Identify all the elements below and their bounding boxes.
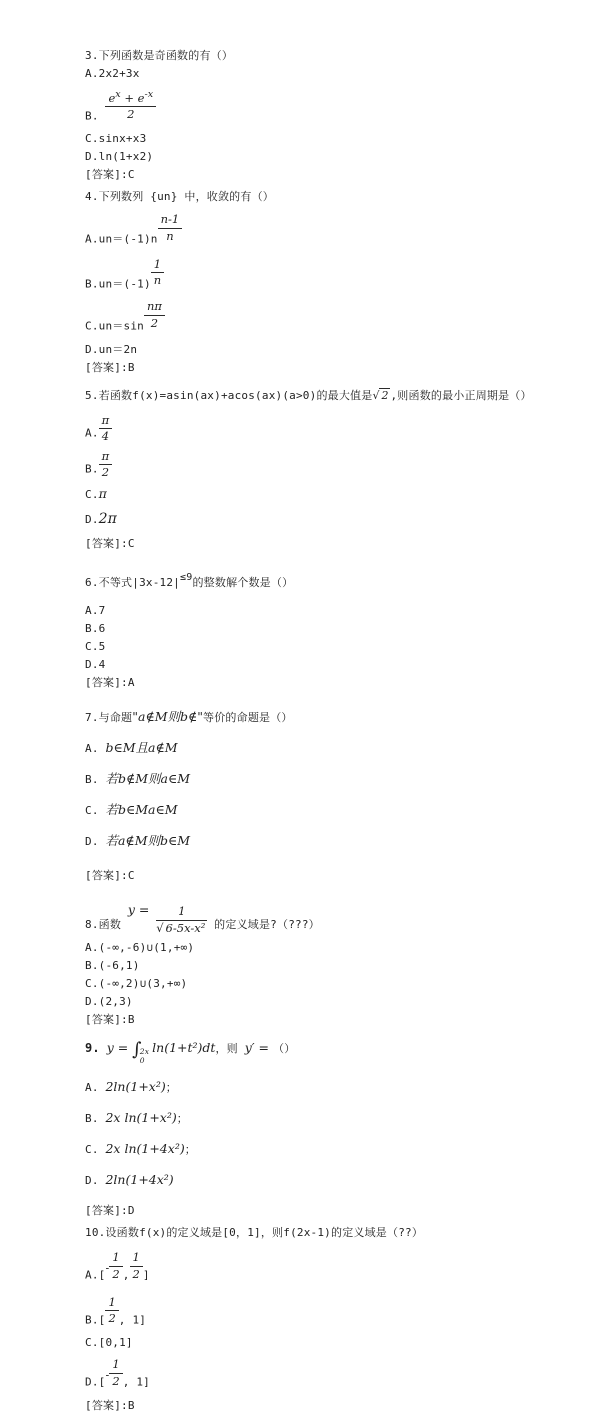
question-8-option-b: B.(-6,1) bbox=[85, 959, 140, 973]
question-6-option-c: C.5 bbox=[85, 639, 106, 653]
question-7-answer: [答案]:C bbox=[85, 868, 135, 882]
radical-sign: √ bbox=[372, 388, 380, 402]
question-8 bbox=[85, 902, 570, 1029]
question-10-answer: [答案]:B bbox=[85, 1398, 135, 1412]
question-9-answer: [答案]:D bbox=[85, 1204, 135, 1218]
fraction bbox=[158, 213, 183, 242]
math-expression: 2x ln(1+4x²) bbox=[105, 1141, 185, 1157]
question-3 bbox=[85, 48, 570, 183]
question-5-option-c bbox=[85, 486, 570, 503]
fraction bbox=[99, 414, 113, 443]
question-5-option-a bbox=[85, 414, 570, 443]
math-expression: 若b∈Ma∈M bbox=[105, 801, 178, 817]
integral-limits bbox=[140, 1047, 149, 1065]
option-b-label: B. bbox=[85, 1112, 99, 1126]
question-4-option-c bbox=[85, 300, 570, 335]
math-expression: y′ = bbox=[244, 1040, 274, 1056]
question-10-option-d bbox=[85, 1358, 570, 1391]
title-text: ，则 bbox=[215, 1042, 245, 1056]
fraction-denominator: 2 bbox=[101, 465, 110, 480]
question-5 bbox=[85, 388, 570, 552]
fraction-numerator: 1 bbox=[130, 1251, 143, 1267]
math-expression: "a∉M则b∉" bbox=[132, 708, 204, 724]
option-a-label: A. bbox=[85, 1081, 99, 1095]
question-10-option-b bbox=[85, 1296, 570, 1329]
superscript-condition: ≤9 bbox=[180, 571, 193, 583]
option-d-label: D. bbox=[85, 834, 99, 848]
option-d-label: D. bbox=[85, 1174, 99, 1188]
fraction bbox=[151, 258, 164, 287]
option-c-label: C. bbox=[85, 1143, 99, 1157]
question-8-option-c: C.(-∞,2)∪(3,+∞) bbox=[85, 977, 188, 991]
radicand: 2 bbox=[381, 388, 389, 402]
question-10-option-a bbox=[85, 1251, 570, 1284]
minus-sign: - bbox=[105, 1368, 110, 1382]
question-7-option-b bbox=[85, 771, 570, 788]
radical-sign: √ bbox=[156, 920, 164, 935]
option-d-label: D.[ bbox=[85, 1375, 106, 1389]
question-3-option-c: C.sinx+x3 bbox=[85, 132, 147, 146]
question-3-option-a: A.2x2+3x bbox=[85, 67, 140, 80]
question-7-option-d bbox=[85, 833, 570, 850]
integral-lower-limit: 0 bbox=[139, 1056, 145, 1066]
question-9-option-c bbox=[85, 1141, 570, 1158]
punctuation: , bbox=[122, 1268, 130, 1282]
question-4-option-b bbox=[85, 258, 570, 293]
fraction bbox=[144, 300, 165, 329]
math-expression: 2ln(1+x²) bbox=[105, 1079, 166, 1095]
punctuation: ； bbox=[176, 1112, 188, 1126]
question-5-title bbox=[85, 388, 570, 404]
integral-upper-limit: 2x bbox=[139, 1047, 150, 1057]
question-6-option-d: D.4 bbox=[85, 657, 106, 671]
title-text: ,则函数的最小正周期是（） bbox=[390, 388, 532, 402]
question-5-option-b bbox=[85, 450, 570, 479]
fraction-numerator: π bbox=[99, 450, 113, 466]
question-3-option-b bbox=[85, 89, 570, 124]
fraction-numerator: 1 bbox=[109, 1358, 122, 1374]
punctuation: ； bbox=[165, 1081, 177, 1095]
fraction-denominator: n bbox=[166, 228, 174, 243]
math-expression: b∈M且a∉M bbox=[105, 739, 178, 755]
math-expression: 若a∉M则b∈M bbox=[105, 832, 191, 848]
question-7 bbox=[85, 709, 570, 884]
question-7-option-c bbox=[85, 802, 570, 819]
option-d-label: D. bbox=[85, 512, 99, 526]
option-b-label: B. bbox=[85, 772, 99, 786]
title-text: 的定义域是?（???） bbox=[214, 917, 320, 931]
question-9-option-b bbox=[85, 1110, 570, 1127]
question-8-option-d: D.(2,3) bbox=[85, 995, 133, 1009]
integral-sign: ∫ bbox=[132, 1039, 142, 1061]
option-b-label: B. bbox=[85, 109, 99, 123]
math-expression: 2π bbox=[98, 510, 117, 527]
math-term: e bbox=[108, 90, 116, 105]
question-6-option-b: B.6 bbox=[85, 621, 106, 635]
fraction-denominator: 2 bbox=[112, 1266, 120, 1281]
option-a-text: A.un＝(-1)n bbox=[85, 232, 158, 246]
fraction-denominator: 2 bbox=[112, 1373, 120, 1388]
question-9-title bbox=[85, 1040, 570, 1065]
question-8-option-a: A.(-∞,-6)∪(1,+∞) bbox=[85, 941, 195, 955]
title-text: 7.与命题 bbox=[85, 710, 133, 724]
math-expression: ln(1+t²)dt bbox=[152, 1040, 216, 1056]
title-text: 8.函数 bbox=[85, 917, 122, 931]
option-b-text: B.un＝(-1) bbox=[85, 277, 151, 291]
fraction-denominator: 2 bbox=[127, 107, 135, 122]
formula-lhs: y = bbox=[127, 901, 150, 917]
fraction bbox=[109, 1251, 122, 1280]
option-c-label: C. bbox=[85, 487, 99, 501]
option-c-label: C. bbox=[85, 803, 99, 817]
title-text: 5.若函数f(x)=asin(ax)+acos(ax)(a>0)的最大值是 bbox=[85, 388, 373, 402]
bracket-close: ] bbox=[142, 1268, 150, 1282]
question-3-title: 3.下列函数是奇函数的有（） bbox=[85, 49, 234, 62]
fraction-numerator bbox=[105, 89, 156, 107]
fraction-numerator: 1 bbox=[109, 1251, 122, 1267]
fraction bbox=[105, 89, 156, 121]
question-6-title bbox=[85, 570, 570, 591]
fraction-numerator: 1 bbox=[151, 258, 164, 274]
math-expression: 2x ln(1+x²) bbox=[105, 1110, 177, 1126]
title-text: 的整数解个数是（） bbox=[192, 575, 294, 589]
title-text: 等价的命题是（） bbox=[203, 710, 293, 724]
question-10-option-c: C.[0,1] bbox=[85, 1336, 133, 1350]
fraction-denominator: n bbox=[153, 273, 162, 288]
radicand: 6-5x-x² bbox=[165, 920, 206, 935]
question-number: 9. bbox=[85, 1041, 100, 1056]
question-6 bbox=[85, 570, 570, 691]
math-expression: y = bbox=[106, 1040, 133, 1056]
square-root bbox=[372, 388, 390, 402]
math-term: e bbox=[137, 90, 145, 105]
fraction-denominator: 2 bbox=[132, 1266, 140, 1281]
option-c-text: C.un＝sin bbox=[85, 319, 144, 333]
fraction-denominator bbox=[156, 921, 207, 935]
option-d-tail: , 1] bbox=[122, 1375, 151, 1389]
question-9-option-a bbox=[85, 1079, 570, 1096]
fraction-numerator: n-1 bbox=[158, 213, 183, 229]
question-4-answer: [答案]:B bbox=[85, 360, 135, 374]
math-expression: 若b∉M则a∈M bbox=[105, 770, 191, 786]
exponent: x bbox=[115, 89, 121, 100]
square-root bbox=[156, 920, 207, 935]
option-a-label: A. bbox=[85, 741, 99, 755]
fraction-numerator: π bbox=[99, 414, 113, 430]
fraction-denominator: 4 bbox=[101, 429, 110, 444]
option-b-label: B. bbox=[85, 462, 99, 476]
option-b-label: B.[ bbox=[85, 1313, 106, 1327]
question-4-title: 4.下列数列 {un} 中，收敛的有（） bbox=[85, 190, 274, 204]
question-7-title bbox=[85, 709, 570, 726]
question-5-answer: [答案]:C bbox=[85, 536, 135, 550]
question-9 bbox=[85, 1040, 570, 1219]
answer-blank: （） bbox=[273, 1042, 296, 1056]
fraction-denominator: 2 bbox=[108, 1311, 116, 1326]
punctuation: ； bbox=[184, 1143, 196, 1157]
option-a-label: A.[ bbox=[85, 1268, 106, 1282]
question-8-answer: [答案]:B bbox=[85, 1013, 135, 1027]
fraction bbox=[109, 1358, 122, 1387]
question-9-option-d bbox=[85, 1172, 570, 1189]
fraction-denominator: 2 bbox=[150, 315, 159, 330]
math-expression: π bbox=[98, 485, 107, 501]
question-4-option-d: D.un＝2n bbox=[85, 342, 138, 356]
exponent: -x bbox=[144, 89, 154, 100]
fraction bbox=[156, 905, 207, 934]
question-6-option-a: A.7 bbox=[85, 603, 106, 617]
question-3-option-d: D.ln(1+x2) bbox=[85, 150, 154, 164]
title-text: 6.不等式|3x-12| bbox=[85, 575, 181, 589]
math-expression: 2ln(1+4x²) bbox=[105, 1172, 174, 1188]
fraction bbox=[105, 1296, 118, 1325]
question-8-title bbox=[85, 902, 570, 935]
fraction-numerator: nπ bbox=[144, 300, 165, 316]
option-a-label: A. bbox=[85, 426, 99, 440]
question-4-option-a bbox=[85, 213, 570, 248]
minus-sign: - bbox=[105, 1261, 110, 1275]
question-7-option-a bbox=[85, 740, 570, 757]
math-operator: + bbox=[124, 90, 134, 105]
question-3-answer: [答案]:C bbox=[85, 168, 135, 182]
option-b-tail: , 1] bbox=[118, 1313, 147, 1327]
question-10-title: 10.设函数f(x)的定义域是[0，1]，则f(2x-1)的定义域是（??） bbox=[85, 1226, 424, 1240]
fraction-numerator: 1 bbox=[156, 905, 207, 921]
question-10 bbox=[85, 1225, 570, 1414]
fraction bbox=[130, 1251, 143, 1280]
question-5-option-d bbox=[85, 511, 570, 528]
fraction bbox=[99, 450, 113, 479]
question-6-answer: [答案]:A bbox=[85, 675, 135, 689]
question-4 bbox=[85, 189, 570, 376]
fraction-numerator: 1 bbox=[105, 1296, 118, 1312]
